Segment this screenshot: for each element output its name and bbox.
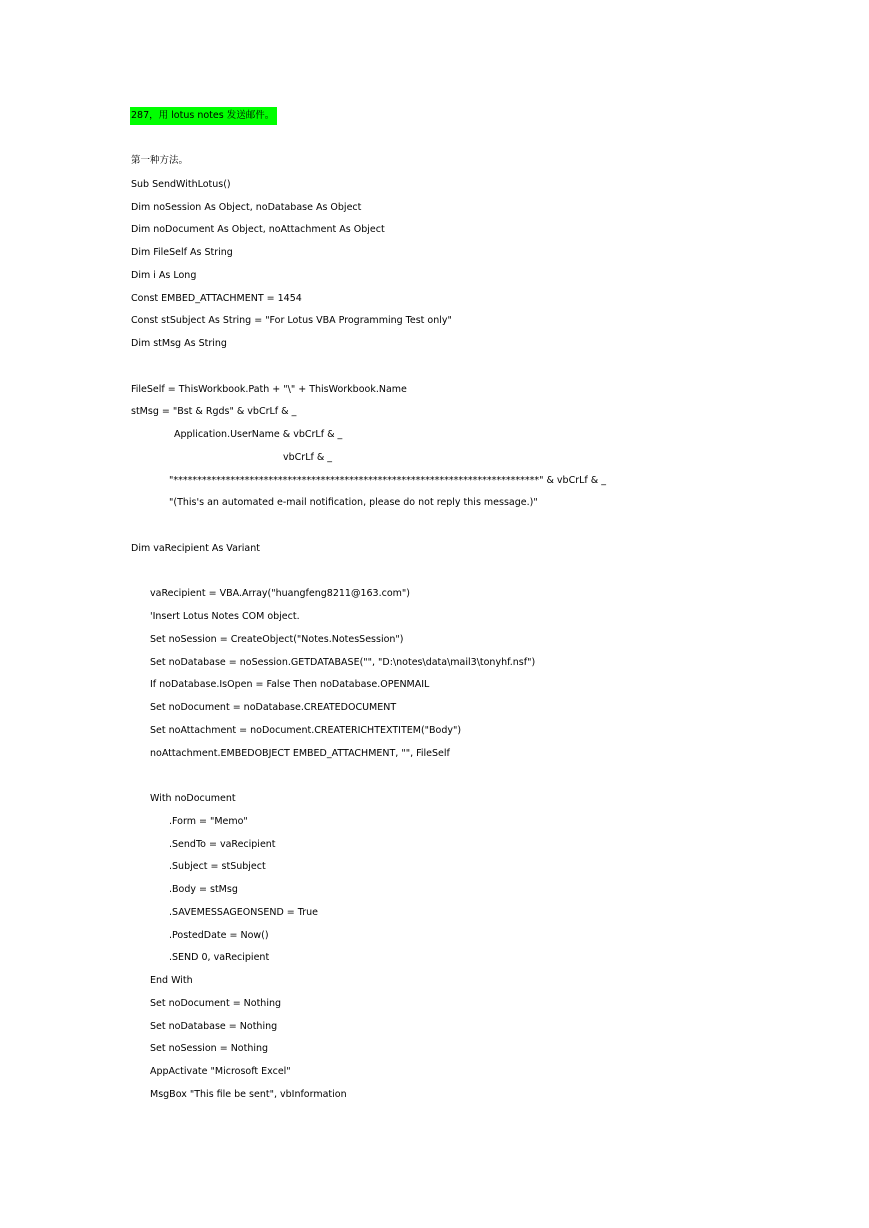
code-line: Set noAttachment = noDocument.CREATERICHTEXTITEM("Body") <box>150 725 462 736</box>
code-line: .Form = "Memo" <box>169 816 248 827</box>
code-line: "*****************************************************************************" & vbCrLf & _ <box>169 475 606 486</box>
code-line: stMsg = "Bst & Rgds" & vbCrLf & _ <box>131 406 297 417</box>
code-line: Sub SendWithLotus() <box>131 179 231 190</box>
code-line: Dim noSession As Object, noDatabase As Object <box>131 202 362 213</box>
code-line: With noDocument <box>150 793 236 804</box>
code-line: Const EMBED_ATTACHMENT = 1454 <box>131 293 302 304</box>
code-line: "(This's an automated e-mail notification, please do not reply this message.)" <box>169 497 538 508</box>
code-line: Set noDatabase = noSession.GETDATABASE("", "D:\notes\data\mail3\tonyhf.nsf") <box>150 657 536 668</box>
method-heading: 第一种方法。 <box>131 155 189 166</box>
code-line: Const stSubject As String = "For Lotus VBA Programming Test only" <box>131 315 452 326</box>
code-line: Set noSession = CreateObject("Notes.NotesSession") <box>150 634 404 645</box>
code-line: Dim FileSelf As String <box>131 247 233 258</box>
code-line: AppActivate "Microsoft Excel" <box>150 1066 291 1077</box>
code-line: Set noDatabase = Nothing <box>150 1021 278 1032</box>
code-line: .Subject = stSubject <box>169 861 266 872</box>
document-title: 287，用 lotus notes 发送邮件。 <box>130 107 277 125</box>
code-line: .SAVEMESSAGEONSEND = True <box>169 907 318 918</box>
code-line: 'Insert Lotus Notes COM object. <box>150 611 300 622</box>
code-line: .SendTo = vaRecipient <box>169 839 276 850</box>
code-line: Application.UserName & vbCrLf & _ <box>174 429 343 440</box>
code-line: Dim noDocument As Object, noAttachment As Object <box>131 224 385 235</box>
code-line: vaRecipient = VBA.Array("huangfeng8211@163.com") <box>150 588 410 599</box>
code-line: MsgBox "This file be sent", vbInformation <box>150 1089 347 1100</box>
code-line: .SEND 0, vaRecipient <box>169 952 270 963</box>
code-line: End With <box>150 975 193 986</box>
code-line: .PostedDate = Now() <box>169 930 269 941</box>
code-line: Dim i As Long <box>131 270 197 281</box>
code-line: noAttachment.EMBEDOBJECT EMBED_ATTACHMENT, "", FileSelf <box>150 748 450 759</box>
code-line: Dim vaRecipient As Variant <box>131 543 260 554</box>
code-line: Set noSession = Nothing <box>150 1043 269 1054</box>
code-line: FileSelf = ThisWorkbook.Path + "\" + ThisWorkbook.Name <box>131 384 407 395</box>
code-line: vbCrLf & _ <box>283 452 333 463</box>
code-line: .Body = stMsg <box>169 884 238 895</box>
code-line: Dim stMsg As String <box>131 338 227 349</box>
code-line: Set noDocument = noDatabase.CREATEDOCUMENT <box>150 702 397 713</box>
code-line: Set noDocument = Nothing <box>150 998 282 1009</box>
code-line: If noDatabase.IsOpen = False Then noDatabase.OPENMAIL <box>150 679 430 690</box>
